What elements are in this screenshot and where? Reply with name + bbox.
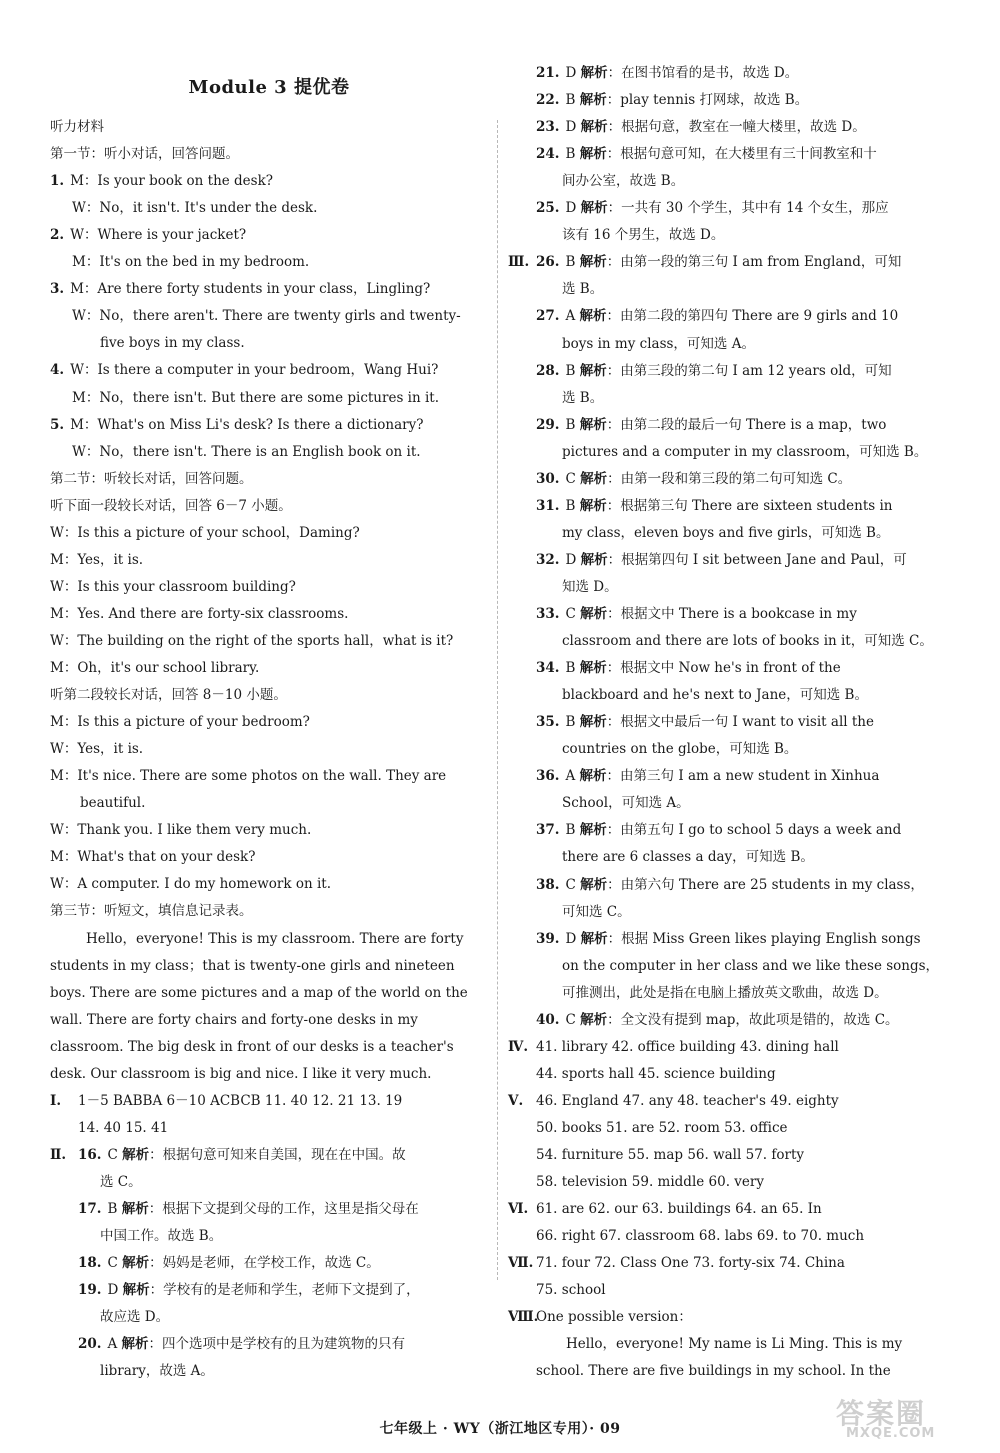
text-line — [536, 601, 857, 628]
line-text: W：No，it isn't. It's under the desk. — [72, 200, 318, 217]
text-line — [562, 276, 603, 303]
line-text: classroom. The big desk in front of our desks is a teacher's — [50, 1038, 454, 1055]
line-text: 14. 40 15. 41 — [78, 1119, 169, 1136]
section-numeral: Ⅳ. — [508, 1038, 529, 1055]
line-text: 听力材料 — [50, 119, 104, 135]
line-text: W：A computer. I do my homework on it. — [50, 876, 331, 893]
analysis-keyword: 解析 — [580, 200, 608, 217]
line-text: W：Is this a picture of your school，Daming? — [50, 524, 360, 541]
line-text: D 解析：在图书馆看的是书，故选 D。 — [565, 65, 799, 81]
question-number: 40. — [536, 1011, 560, 1028]
text-line — [50, 1088, 402, 1115]
analysis-keyword: 解析 — [580, 119, 608, 136]
section-numeral: Ⅴ. — [508, 1092, 524, 1109]
analysis-keyword: 解析 — [579, 362, 607, 379]
text-line — [508, 249, 901, 276]
text-line — [50, 114, 104, 141]
line-text: M：What's on Miss Li's desk? Is there a dictionary? — [70, 416, 424, 433]
section-numeral: Ⅵ. — [508, 1201, 529, 1218]
text-line — [536, 141, 877, 168]
watermark-logo — [836, 1392, 986, 1444]
text-line — [536, 926, 921, 953]
text-line — [562, 168, 684, 195]
line-text: Hello，everyone! My name is Li Ming. This is my — [566, 1336, 903, 1353]
line-text: students in my class；that is twenty-one girls and nineteen — [50, 957, 455, 974]
text-line — [536, 1061, 776, 1088]
line-text: C 解析：由第一段和第三段的第二句可知选 C。 — [565, 470, 852, 487]
line-text: B 解析：play tennis 打网球，故选 B。 — [565, 92, 809, 109]
line-text: M：Oh，it's our school library. — [50, 660, 260, 676]
text-line — [562, 844, 814, 871]
analysis-keyword: 解析 — [122, 1282, 150, 1299]
question-number: 21. — [536, 65, 560, 81]
watermark-url: MXQE.COM — [846, 1426, 936, 1441]
line-text: M：Are there forty students in your class，Lingling? — [70, 281, 431, 298]
section-numeral: Ⅰ. — [50, 1092, 62, 1109]
text-line — [50, 682, 287, 709]
question-number: 27. — [536, 308, 560, 325]
analysis-keyword: 解析 — [580, 876, 608, 893]
text-line — [50, 412, 423, 439]
line-text: blackboard and he's next to Jane，可知选 B。 — [562, 687, 868, 704]
line-text: W：No，there isn't. There is an English book on it. — [72, 443, 421, 460]
analysis-keyword: 解析 — [580, 65, 608, 81]
line-text: 中国工作。故选 B。 — [100, 1228, 223, 1245]
section-numeral: Ⅱ. — [50, 1146, 67, 1163]
line-text: 选 B。 — [562, 389, 604, 406]
text-line — [78, 1196, 419, 1223]
text-line — [562, 331, 755, 358]
line-text: B 解析：由第二段的最后一句 There is a map，two — [565, 416, 887, 433]
text-line — [50, 628, 453, 655]
analysis-keyword: 解析 — [121, 1336, 149, 1353]
text-line — [100, 1169, 142, 1196]
line-text: 可知选 C。 — [562, 903, 631, 920]
page-title: Module 3 提优卷 — [188, 77, 350, 98]
analysis-keyword: 解析 — [579, 497, 607, 514]
line-text: 故应选 D。 — [100, 1309, 170, 1326]
line-text: pictures and a computer in my classroom，可知选 B。 — [562, 443, 928, 460]
text-line — [72, 195, 317, 222]
text-line — [536, 195, 889, 222]
text-line — [536, 1007, 899, 1034]
text-line — [508, 1088, 839, 1115]
text-line — [562, 899, 631, 926]
column-divider — [497, 120, 498, 1280]
line-text: 选 B。 — [562, 281, 604, 298]
line-text: 听下面一段较长对话，回答 6－7 小题。 — [50, 497, 292, 514]
line-text: classroom and there are lots of books in it，可知选 C。 — [562, 633, 933, 650]
question-number: 16. — [78, 1146, 102, 1163]
analysis-keyword: 解析 — [579, 146, 607, 163]
text-line — [50, 222, 246, 249]
line-text: W：Yes，it is. — [50, 741, 144, 758]
text-line — [536, 1169, 764, 1196]
line-text: 71. four 72. Class One 73. forty-six 74. China — [536, 1255, 845, 1272]
text-line — [536, 1277, 606, 1304]
text-line — [536, 493, 893, 520]
line-text: 知选 D。 — [562, 578, 618, 595]
line-text: countries on the globe，可知选 B。 — [562, 741, 798, 758]
text-line — [508, 1034, 839, 1061]
section-numeral: Ⅶ. — [508, 1255, 534, 1272]
question-number: 4. — [50, 362, 65, 379]
text-line — [50, 655, 259, 682]
line-text: School，可知选 A。 — [562, 795, 690, 812]
analysis-keyword: 解析 — [579, 714, 607, 731]
line-text: D 解析：根据句意，教室在一幢大楼里，故选 D。 — [565, 119, 866, 136]
line-text: beautiful. — [80, 795, 146, 812]
text-line — [562, 574, 618, 601]
text-line — [562, 385, 603, 412]
line-text: desk. Our classroom is big and nice. I like it very much. — [50, 1065, 432, 1082]
question-number: 29. — [536, 416, 560, 433]
text-line — [536, 817, 901, 844]
line-text: library，故选 A。 — [100, 1363, 214, 1380]
analysis-keyword: 解析 — [580, 551, 608, 568]
question-number: 31. — [536, 497, 560, 514]
text-line — [536, 763, 879, 790]
line-text: W：No，there aren't. There are twenty girls and twenty- — [72, 308, 461, 325]
line-text: 可推测出，此处是指在电脑上播放英文歌曲，故选 D。 — [562, 984, 888, 1001]
analysis-keyword: 解析 — [122, 1146, 150, 1163]
text-line — [72, 439, 421, 466]
question-number: 20. — [78, 1336, 102, 1353]
text-line — [50, 817, 311, 844]
line-text: 54. furniture 55. map 56. wall 57. forty — [536, 1147, 804, 1163]
section-numeral: Ⅲ. — [508, 254, 530, 271]
line-text: A 解析：四个选项中是学校有的且为建筑物的只有 — [107, 1336, 406, 1353]
text-line — [100, 330, 245, 357]
text-line — [536, 655, 841, 682]
text-line — [78, 1277, 420, 1304]
text-line — [562, 980, 888, 1007]
text-line — [562, 628, 933, 655]
line-text: my class，eleven boys and five girls，可知选 B。 — [562, 524, 890, 541]
text-line — [536, 466, 851, 493]
text-line — [536, 709, 874, 736]
line-text: M：What's that on your desk? — [50, 849, 256, 866]
watermark-logo-text: 答案圈 — [836, 1397, 927, 1430]
question-number: 36. — [536, 768, 560, 785]
line-text: D 解析：根据第四句 I sit between Jane and Paul，可 — [565, 551, 907, 568]
line-text: boys. There are some pictures and a map of the world on the — [50, 984, 468, 1001]
text-line — [536, 87, 808, 114]
line-text: M：Yes. And there are forty-six classrooms. — [50, 605, 349, 622]
line-text: C 解析：根据文中 There is a bookcase in my — [565, 606, 857, 622]
question-number: 33. — [536, 606, 560, 622]
line-text: 第二节：听较长对话，回答问题。 — [50, 470, 253, 487]
text-line — [50, 547, 143, 574]
text-line — [50, 168, 273, 195]
question-number: 30. — [536, 470, 560, 487]
text-line — [562, 439, 927, 466]
question-number: 23. — [536, 119, 560, 136]
text-line — [72, 249, 309, 276]
text-line — [562, 790, 690, 817]
line-text: B 解析：根据句意可知，在大楼里有三十间教室和十 — [565, 146, 877, 163]
text-line — [50, 1034, 454, 1061]
text-line — [508, 1196, 822, 1223]
text-line — [80, 790, 145, 817]
line-text: M：It's nice. There are some photos on the wall. They are — [50, 768, 447, 785]
line-text: M：No，there isn't. But there are some pictures in it. — [72, 389, 439, 406]
text-line — [50, 709, 310, 736]
line-text: five boys in my class. — [100, 335, 245, 352]
page-footer: 七年级上 · WY（浙江地区专用）· 09 — [379, 1421, 621, 1437]
question-number: 37. — [536, 822, 560, 839]
analysis-keyword: 解析 — [121, 1201, 149, 1217]
analysis-keyword: 解析 — [580, 930, 608, 947]
line-text: M：Is your book on the desk? — [70, 173, 274, 190]
line-text: M：Is this a picture of your bedroom? — [50, 714, 310, 731]
question-number: 22. — [536, 92, 560, 109]
line-text: D 解析：一共有 30 个学生，其中有 14 个女生，那应 — [565, 200, 889, 217]
line-text: B 解析：由第一段的第三句 I am from England，可知 — [565, 254, 902, 271]
line-text: 间办公室，故选 B。 — [562, 173, 685, 190]
text-line — [50, 898, 253, 925]
text-line — [562, 520, 889, 547]
question-number: 35. — [536, 714, 560, 731]
text-line — [508, 1304, 692, 1331]
text-line — [78, 1331, 405, 1358]
line-text: A 解析：由第三句 I am a new student in Xinhua — [565, 768, 880, 785]
line-text: B 解析：由第三段的第二句 I am 12 years old，可知 — [565, 362, 892, 379]
analysis-keyword: 解析 — [579, 92, 607, 109]
line-text: B 解析：由第五句 I go to school 5 days a week and — [565, 822, 902, 839]
text-line — [50, 1007, 418, 1034]
text-line — [50, 736, 143, 763]
text-line — [72, 385, 439, 412]
text-line — [50, 466, 253, 493]
line-text: D 解析：根据 Miss Green likes playing English songs — [565, 930, 921, 947]
question-number: 1. — [50, 173, 65, 190]
text-line — [86, 926, 463, 953]
line-text: Hello，everyone! This is my classroom. There are forty — [86, 930, 464, 947]
text-line — [562, 953, 939, 980]
line-text: 该有 16 个男生，故选 D。 — [562, 227, 725, 244]
line-text: on the computer in her class and we like these songs， — [562, 957, 940, 974]
question-number: 32. — [536, 551, 560, 568]
analysis-keyword: 解析 — [122, 1255, 150, 1272]
text-line — [536, 303, 898, 330]
line-text: 46. England 47. any 48. teacher's 49. eighty — [536, 1092, 839, 1109]
question-number: 5. — [50, 416, 65, 433]
text-line — [50, 574, 296, 601]
question-number: 17. — [78, 1201, 102, 1217]
line-text: W：Is this your classroom building? — [50, 578, 296, 595]
text-line — [536, 358, 892, 385]
text-line — [50, 763, 446, 790]
text-line — [50, 844, 255, 871]
line-text: C 解析：由第六句 There are 25 students in my class， — [565, 876, 924, 893]
line-text: 1－5 BABBA 6－10 ACBCB 11. 40 12. 21 13. 19 — [78, 1092, 403, 1109]
line-text: school. There are five buildings in my school. In the — [536, 1363, 891, 1380]
question-number: 26. — [536, 254, 560, 271]
line-text: B 解析：根据文中 Now he's in front of the — [565, 660, 841, 677]
question-number: 19. — [78, 1282, 102, 1299]
question-number: 28. — [536, 362, 560, 379]
text-line — [536, 412, 886, 439]
analysis-keyword: 解析 — [579, 254, 607, 271]
text-line — [508, 1250, 845, 1277]
line-text: D 解析：学校有的是老师和学生，老师下文提到了， — [107, 1282, 420, 1299]
line-text: M：It's on the bed in my bedroom. — [72, 254, 310, 271]
question-number: 24. — [536, 146, 560, 163]
analysis-keyword: 解析 — [579, 308, 607, 325]
analysis-keyword: 解析 — [580, 606, 608, 622]
analysis-keyword: 解析 — [579, 768, 607, 785]
analysis-keyword: 解析 — [579, 416, 607, 433]
text-line — [50, 357, 438, 384]
question-number: 2. — [50, 227, 65, 244]
text-line — [562, 736, 797, 763]
text-line — [50, 141, 239, 168]
line-text: C 解析：妈妈是老师，在学校工作，故选 C。 — [107, 1255, 380, 1272]
text-line — [50, 980, 468, 1007]
text-line — [536, 1358, 891, 1385]
text-line — [566, 1331, 902, 1358]
line-text: 50. books 51. are 52. room 53. office — [536, 1119, 788, 1136]
text-line — [562, 222, 724, 249]
text-line — [72, 303, 461, 330]
text-line — [50, 520, 360, 547]
text-line — [536, 1115, 788, 1142]
text-line — [536, 60, 798, 87]
text-line — [50, 871, 331, 898]
text-line — [50, 493, 292, 520]
line-text: 第三节：听短文，填信息记录表。 — [50, 903, 253, 920]
line-text: 听第二段较长对话，回答 8－10 小题。 — [50, 687, 287, 704]
text-line — [50, 1142, 406, 1169]
text-line — [100, 1304, 169, 1331]
line-text: 61. are 62. our 63. buildings 64. an 65. In — [536, 1201, 822, 1218]
line-text: C 解析：全文没有提到 map，故此项是错的，故选 C。 — [565, 1011, 899, 1028]
text-line — [100, 1223, 222, 1250]
line-text: B 解析：根据下文提到父母的工作，这里是指父母在 — [107, 1201, 419, 1217]
text-line — [536, 114, 866, 141]
question-number: 34. — [536, 660, 560, 677]
line-text: M：Yes，it is. — [50, 551, 144, 568]
text-line — [78, 1250, 380, 1277]
line-text: C 解析：根据句意可知来自美国，现在在中国。故 — [107, 1146, 406, 1163]
line-text: B 解析：根据第三句 There are sixteen students in — [565, 497, 893, 514]
question-number: 3. — [50, 281, 65, 298]
line-text: boys in my class，可知选 A。 — [562, 335, 755, 352]
text-line — [50, 276, 430, 303]
line-text: W：Is there a computer in your bedroom，Wang Hui? — [70, 362, 439, 379]
line-text: 第一节：听小对话，回答问题。 — [50, 146, 239, 163]
analysis-keyword: 解析 — [579, 660, 607, 677]
analysis-keyword: 解析 — [579, 822, 607, 839]
line-text: 41. library 42. office building 43. dining hall — [536, 1038, 839, 1055]
line-text: 58. television 59. middle 60. very — [536, 1174, 765, 1191]
line-text: B 解析：根据文中最后一句 I want to visit all the — [565, 714, 874, 731]
analysis-keyword: 解析 — [580, 1011, 608, 1028]
line-text: there are 6 classes a day，可知选 B。 — [562, 849, 814, 866]
text-line — [562, 682, 868, 709]
text-line — [536, 547, 907, 574]
section-numeral: Ⅷ. — [508, 1309, 539, 1326]
question-number: 25. — [536, 200, 560, 217]
line-text: 44. sports hall 45. science building — [536, 1065, 776, 1082]
line-text: 选 C。 — [100, 1173, 142, 1190]
line-text: A 解析：由第二段的第四句 There are 9 girls and 10 — [565, 308, 899, 325]
line-text: W：Thank you. I like them very much. — [50, 822, 312, 839]
text-line — [78, 1115, 168, 1142]
line-text: One possible version： — [536, 1309, 692, 1326]
line-text: W：Where is your jacket? — [70, 227, 247, 244]
text-line — [50, 953, 455, 980]
line-text: 66. right 67. classroom 68. labs 69. to 70. much — [536, 1228, 865, 1245]
text-line — [536, 1223, 864, 1250]
question-number: 38. — [536, 876, 560, 893]
question-number: 18. — [78, 1255, 102, 1272]
text-line — [100, 1358, 214, 1385]
analysis-keyword: 解析 — [580, 470, 608, 487]
question-number: 39. — [536, 930, 560, 947]
line-text: 75. school — [536, 1282, 606, 1299]
text-line — [50, 1061, 431, 1088]
text-line — [536, 872, 924, 899]
line-text: W：The building on the right of the sports hall，what is it? — [50, 632, 454, 649]
text-line — [536, 1142, 804, 1169]
text-line — [50, 601, 348, 628]
line-text: wall. There are forty chairs and forty-one desks in my — [50, 1011, 418, 1028]
